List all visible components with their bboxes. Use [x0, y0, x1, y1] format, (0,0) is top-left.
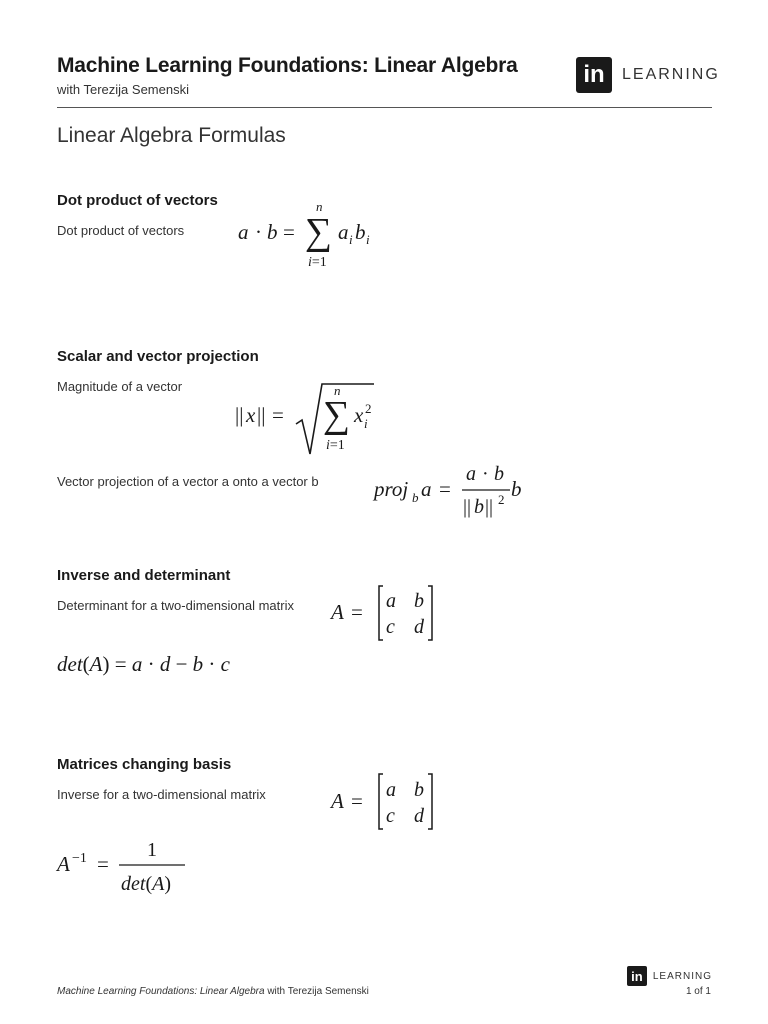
- svg-text:=: =: [283, 220, 295, 244]
- svg-text:det(A): det(A): [121, 873, 171, 895]
- svg-text:n: n: [334, 383, 341, 398]
- formula-determinant: [55, 648, 265, 682]
- section-heading-projection: Scalar and vector projection: [57, 348, 259, 365]
- footer-course-title: Machine Learning Foundations: Linear Algebra: [57, 986, 265, 997]
- svg-text:∑: ∑: [323, 394, 351, 436]
- label-dot-product: Dot product of vectors: [57, 223, 185, 238]
- svg-text:b: b: [414, 779, 424, 801]
- svg-text:b: b: [412, 490, 419, 505]
- svg-text:·: ·: [255, 220, 262, 244]
- svg-text:a: a: [238, 220, 249, 244]
- footer-logo-wordmark: LEARNING: [652, 970, 712, 982]
- svg-text:=: =: [439, 477, 451, 501]
- svg-text:2: 2: [498, 492, 505, 507]
- svg-text:a: a: [466, 463, 476, 485]
- svg-text:b: b: [474, 496, 484, 518]
- svg-text:||: ||: [257, 403, 266, 427]
- svg-text:=: =: [97, 852, 109, 876]
- document-title: Machine Learning Foundations: Linear Algebra: [57, 54, 518, 77]
- svg-text:||: ||: [485, 496, 494, 518]
- svg-text:A: A: [331, 600, 344, 624]
- svg-text:n: n: [316, 199, 323, 214]
- svg-text:·: ·: [482, 463, 489, 485]
- svg-text:i: i: [366, 232, 370, 247]
- document-subtitle: with Terezija Semenski: [57, 82, 189, 97]
- formula-dot-product: [230, 198, 390, 273]
- svg-text:c: c: [386, 805, 395, 827]
- svg-text:=: =: [351, 789, 363, 813]
- svg-text:b: b: [267, 220, 278, 244]
- svg-text:A: A: [57, 852, 70, 876]
- header-divider: [57, 107, 712, 108]
- svg-text:b: b: [414, 590, 424, 612]
- footer-course-credit: [57, 986, 369, 997]
- svg-text:b: b: [494, 463, 504, 485]
- svg-text:i=1: i=1: [326, 438, 345, 453]
- svg-text:x: x: [246, 403, 256, 427]
- svg-text:−1: −1: [72, 851, 87, 866]
- svg-text:c: c: [386, 616, 395, 638]
- svg-text:a: a: [386, 779, 396, 801]
- svg-text:a: a: [386, 590, 396, 612]
- logo-wordmark: LEARNING: [622, 66, 720, 83]
- linkedin-in-icon: in: [576, 57, 612, 93]
- footer-logo: [627, 966, 712, 986]
- svg-text:i=1: i=1: [308, 255, 327, 270]
- svg-text:a: a: [338, 220, 349, 244]
- svg-text:||: ||: [235, 403, 244, 427]
- section-heading-dot-product: Dot product of vectors: [57, 192, 218, 209]
- svg-text:a: a: [421, 477, 432, 501]
- label-inverse: Inverse for a two-dimensional matrix: [57, 787, 266, 802]
- svg-text:=: =: [272, 403, 284, 427]
- page-title: Linear Algebra Formulas: [57, 124, 286, 147]
- svg-text:1: 1: [147, 839, 157, 861]
- footer-author: with Terezija Semenski: [264, 986, 369, 997]
- section-heading-changing-basis: Matrices changing basis: [57, 756, 232, 773]
- svg-text:proj: proj: [374, 477, 409, 501]
- svg-text:b: b: [355, 220, 366, 244]
- svg-text:∑: ∑: [305, 211, 333, 253]
- linkedin-learning-logo: [576, 57, 720, 93]
- formula-inverse: [55, 834, 195, 898]
- footer-linkedin-in-icon: in: [627, 966, 647, 986]
- formula-matrix-a-1: [328, 582, 438, 646]
- section-heading-inverse-determinant: Inverse and determinant: [57, 567, 231, 584]
- formula-matrix-a-2: [328, 770, 438, 834]
- svg-text:A: A: [331, 789, 344, 813]
- svg-text:d: d: [414, 805, 424, 827]
- svg-text:d: d: [414, 616, 424, 638]
- svg-text:=: =: [351, 600, 363, 624]
- label-vector-projection: Vector projection of a vector a onto a vector b: [57, 474, 319, 489]
- svg-text:det(A) = a · d − b · c: det(A) = a · d − b · c: [57, 652, 230, 676]
- page-number: 1 of 1: [685, 986, 711, 997]
- svg-text:||: ||: [463, 496, 472, 518]
- label-magnitude: Magnitude of a vector: [57, 379, 183, 394]
- formula-magnitude: [230, 380, 390, 460]
- label-determinant: Determinant for a two-dimensional matrix: [57, 598, 294, 613]
- formula-vector-projection: [372, 458, 542, 528]
- svg-text:i: i: [349, 232, 353, 247]
- svg-text:x: x: [354, 403, 364, 427]
- svg-text:b: b: [511, 477, 522, 501]
- svg-text:i: i: [364, 416, 368, 431]
- svg-text:2: 2: [365, 401, 372, 416]
